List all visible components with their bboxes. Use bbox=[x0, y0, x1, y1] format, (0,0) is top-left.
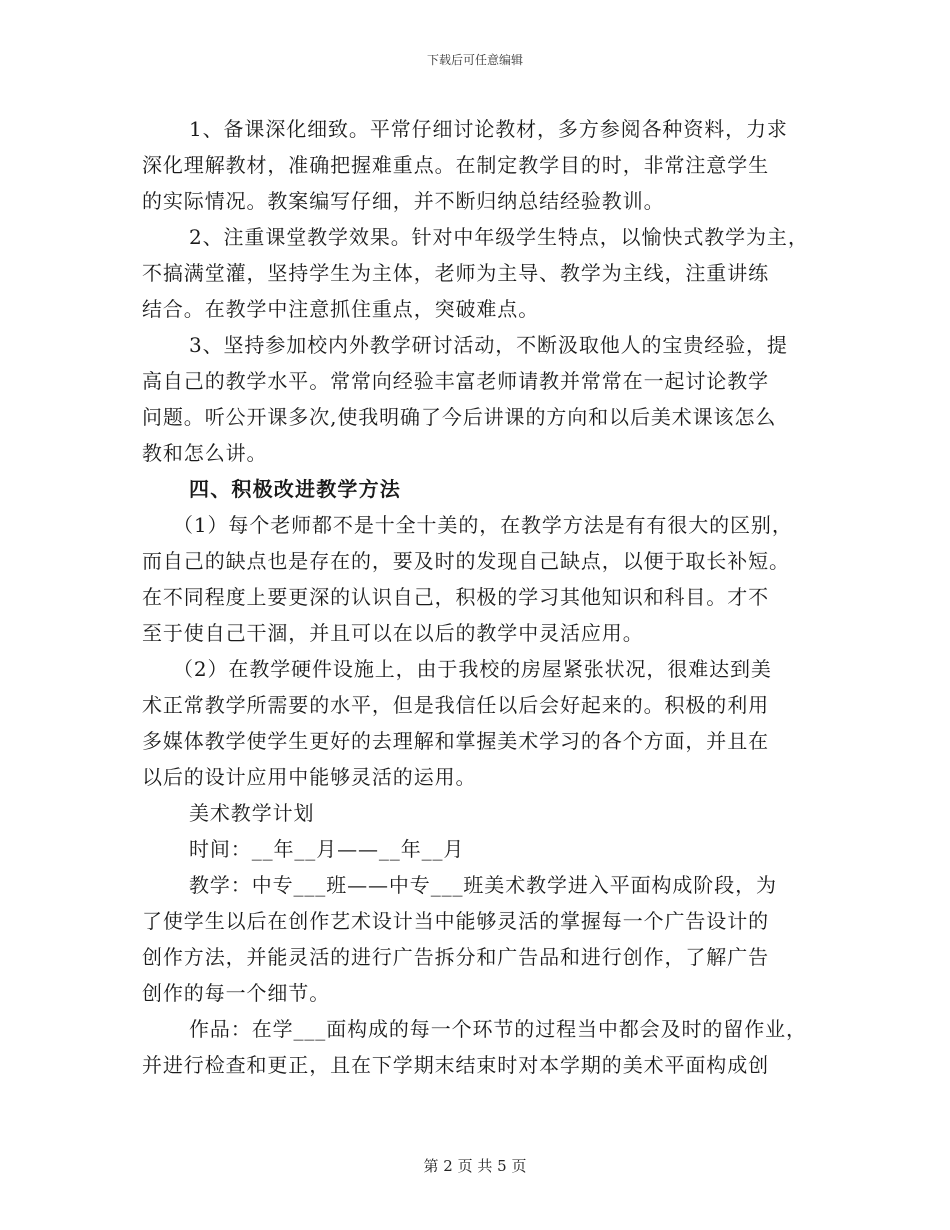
paragraph-line: （2）在教学硬件设施上，由于我校的房屋紧张状况，很难达到美 bbox=[173, 657, 772, 681]
paragraph-line: 多媒体教学使学生更好的去理解和掌握美术学习的各个方面，并且在 bbox=[142, 729, 769, 753]
paragraph-line: 深化理解教材，准确把握难重点。在制定教学目的时，非常注意学生 bbox=[142, 153, 769, 177]
paragraph-line: 不搞满堂灌，坚持学生为主体，老师为主导、教学为主线，注重讲练 bbox=[142, 261, 769, 285]
paragraph-line: 至于使自己干涸，并且可以在以后的教学中灵活应用。 bbox=[142, 621, 644, 645]
plan-title: 美术教学计划 bbox=[189, 801, 315, 825]
paragraph-line: 3、坚持参加校内外教学研讨活动，不断汲取他人的宝贵经验，提 bbox=[189, 333, 788, 357]
paragraph-line: 的实际情况。教案编写仔细，并不断归纳总结经验教训。 bbox=[142, 189, 665, 213]
paragraph-line: 教和怎么讲。 bbox=[142, 441, 268, 465]
document-body bbox=[142, 111, 830, 1083]
paragraph-line: 1、备课深化细致。平常仔细讨论教材，多方参阅各种资料，力求 bbox=[189, 117, 788, 141]
paragraph-line: 结合。在教学中注意抓住重点，突破难点。 bbox=[142, 297, 540, 321]
plan-time: 时间：__年__月——__年__月 bbox=[189, 837, 465, 861]
paragraph-line: 以后的设计应用中能够灵活的运用。 bbox=[142, 765, 477, 789]
paragraph-line: 教学：中专___班——中专___班美术教学进入平面构成阶段，为 bbox=[189, 873, 777, 897]
paragraph-line: 作品：在学___面构成的每一个环节的过程当中都会及时的留作业， bbox=[189, 1017, 807, 1041]
paragraph-line: 而自己的缺点也是存在的，要及时的发现自己缺点，以便于取长补短。 bbox=[142, 549, 790, 573]
paragraph-line: （1）每个老师都不是十全十美的，在教学方法是有有很大的区别， bbox=[173, 513, 793, 537]
page-number: 第 2 页 共 5 页 bbox=[423, 1157, 527, 1175]
paragraph-line: 创作的每一个细节。 bbox=[142, 981, 331, 1005]
paragraph-line: 并进行检查和更正，且在下学期末结束时对本学期的美术平面构成创 bbox=[142, 1053, 769, 1077]
paragraph-line: 高自己的教学水平。常常向经验丰富老师请教并常常在一起讨论教学 bbox=[142, 369, 769, 393]
paragraph-line: 问题。听公开课多次,使我明确了今后讲课的方向和以后美术课该怎么 bbox=[142, 405, 777, 429]
paragraph-line: 2、注重课堂教学效果。针对中年级学生特点，以愉快式教学为主， bbox=[189, 225, 809, 249]
page-header: 下载后可任意编辑 bbox=[426, 53, 523, 67]
paragraph-line: 术正常教学所需要的水平，但是我信任以后会好起来的。积极的利用 bbox=[142, 693, 769, 717]
paragraph-line: 创作方法，并能灵活的进行广告拆分和广告品和进行创作，了解广告 bbox=[142, 945, 769, 969]
paragraph-line: 在不同程度上要更深的认识自己，积极的学习其他知识和科目。才不 bbox=[142, 585, 769, 609]
paragraph-line: 了使学生以后在创作艺术设计当中能够灵活的掌握每一个广告设计的 bbox=[142, 909, 769, 933]
section-heading: 四、积极改进教学方法 bbox=[189, 477, 401, 501]
